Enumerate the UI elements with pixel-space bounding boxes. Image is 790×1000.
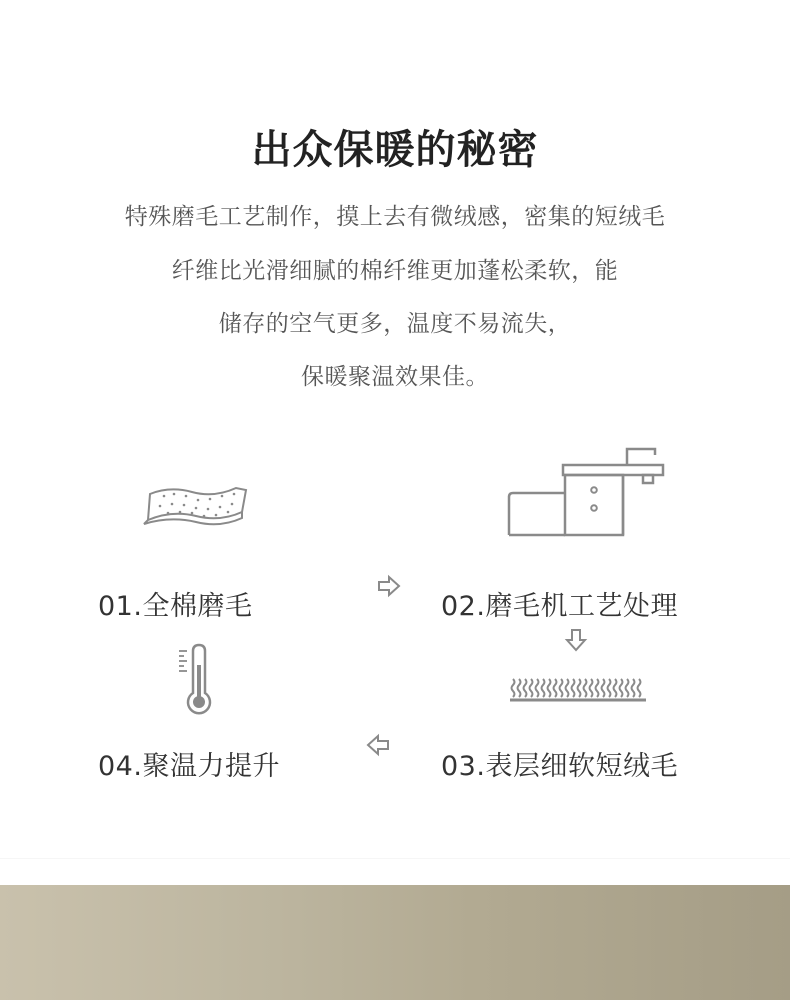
fleece-strand	[524, 679, 527, 697]
arrow-left-icon	[365, 733, 391, 761]
fleece-strand	[620, 679, 623, 697]
fleece-strand	[602, 679, 605, 697]
section-divider	[0, 858, 790, 859]
fleece-strand	[632, 679, 635, 697]
bottom-banner	[0, 885, 790, 1000]
fleece-strand	[614, 679, 617, 697]
fleece-strand	[608, 679, 611, 697]
step-4-label: 04.聚温力提升	[98, 751, 280, 782]
arrow-down-icon	[564, 627, 588, 657]
fleece-strand	[554, 679, 557, 697]
fleece-strand	[578, 679, 581, 697]
step-3-label: 03.表层细软短绒毛	[441, 751, 678, 782]
fleece-strand	[566, 679, 569, 697]
step-2-label: 02.磨毛机工艺处理	[441, 591, 678, 622]
fleece-strand	[596, 679, 599, 697]
step-1-label: 01.全棉磨毛	[98, 591, 253, 622]
fleece-strand	[530, 679, 533, 697]
thermometer-icon	[175, 643, 217, 721]
description-line-3: 储存的空气更多，温度不易流失，	[218, 311, 572, 337]
fleece-strand	[542, 679, 545, 697]
description-line-4: 保暖聚温效果佳。	[301, 364, 489, 390]
fleece-strand	[638, 679, 641, 697]
short-fleece-icon	[508, 675, 648, 709]
fleece-strand	[584, 679, 587, 697]
fleece-strand	[590, 679, 593, 697]
fleece-strand	[512, 679, 515, 697]
description-line-2: 纤维比光滑细腻的棉纤维更加蓬松柔软，能	[171, 258, 619, 284]
fleece-strand	[548, 679, 551, 697]
fleece-strand	[518, 679, 521, 697]
fleece-strand	[560, 679, 563, 697]
page-title: 出众保暖的秘密	[251, 127, 539, 173]
brushing-machine-icon	[505, 445, 670, 544]
fleece-strand	[626, 679, 629, 697]
description-line-1: 特殊磨毛工艺制作，摸上去有微绒感，密集的短绒毛	[124, 204, 666, 230]
fleece-strand	[536, 679, 539, 697]
fleece-strand	[572, 679, 575, 697]
arrow-right-icon	[376, 574, 402, 602]
foam-sponge-icon	[140, 482, 250, 536]
